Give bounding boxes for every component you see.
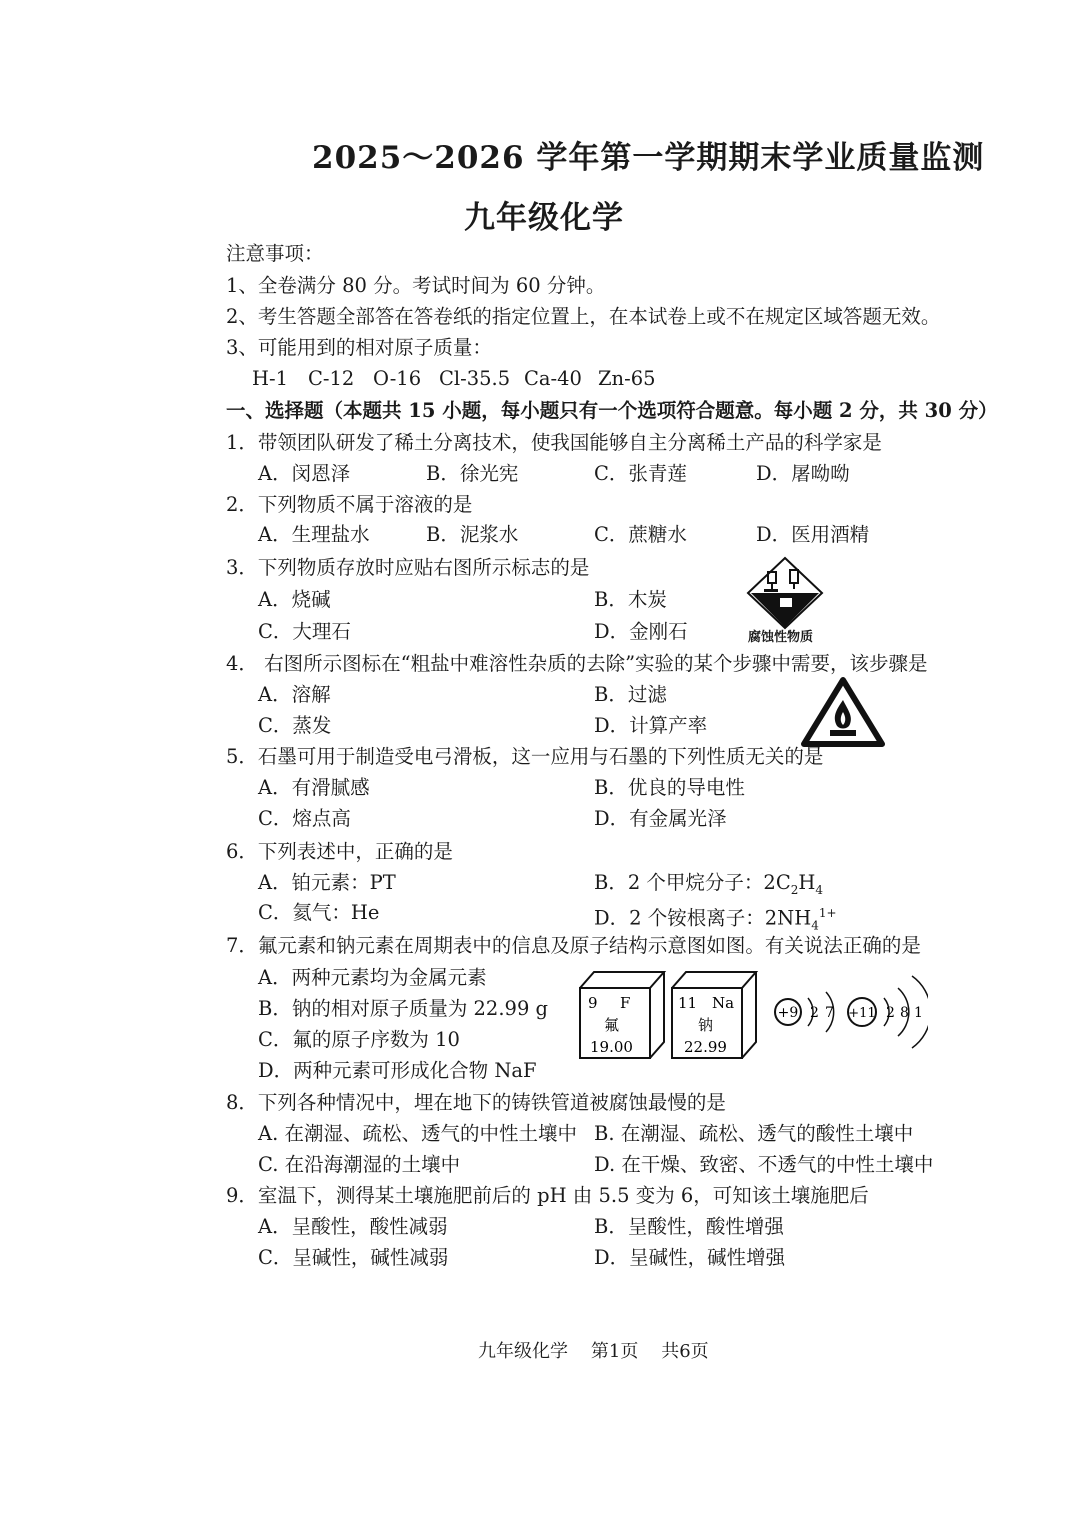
option: B. 在潮湿、疏松、透气的酸性土壤中 — [594, 1122, 914, 1145]
option: A．生理盐水 — [258, 523, 370, 546]
atomic-mass: H-1 — [252, 367, 289, 390]
atomic-mass: Ca-40 — [524, 367, 582, 390]
option: D．呈碱性，碱性增强 — [594, 1246, 786, 1269]
notice-item-1: 1、全卷满分 80 分。考试时间为 60 分钟。 — [226, 274, 606, 297]
option: C．大理石 — [258, 620, 351, 643]
element-number: 11 — [678, 994, 698, 1012]
option: B．木炭 — [594, 588, 667, 611]
exam-subtitle: 九年级化学 — [464, 200, 624, 236]
question-stem: 2．下列物质不属于溶液的是 — [226, 493, 473, 516]
option: B．过滤 — [594, 683, 667, 706]
notice-item-2: 2、考生答题全部答在答卷纸的指定位置上，在本试卷上或不在规定区域答题无效。 — [226, 305, 941, 328]
shell-electrons: 7 — [825, 1005, 834, 1021]
option: A. 在潮湿、疏松、透气的中性土壤中 — [258, 1122, 577, 1145]
atom-structure-diagrams — [768, 962, 928, 1062]
question-stem: 1．带领团队研发了稀土分离技术，使我国能够自主分离稀土产品的科学家是 — [226, 431, 882, 454]
atomic-mass: C-12 — [308, 367, 355, 390]
option: A．烧碱 — [258, 588, 331, 611]
superscript: 1+ — [818, 906, 837, 920]
corrosive-hazard-icon — [742, 556, 828, 630]
option: B．呈酸性，酸性增强 — [594, 1215, 784, 1238]
shell-electrons: 2 — [886, 1005, 895, 1021]
option: A．呈酸性，酸性减弱 — [258, 1215, 448, 1238]
section-heading: 一、选择题（本题共 15 小题，每小题只有一个选项符合题意。每小题 2 分，共 30 分） — [226, 399, 998, 422]
question-stem: 7．氟元素和钠元素在周期表中的信息及原子结构示意图如图。有关说法正确的是 — [226, 934, 921, 957]
option: D．屠呦呦 — [756, 462, 850, 485]
option: C. 在沿海潮湿的土壤中 — [258, 1153, 461, 1176]
shell-electrons: 1 — [914, 1005, 923, 1021]
shell-electrons: 2 — [810, 1005, 819, 1021]
question-stem: 6．下列表述中，正确的是 — [226, 840, 453, 863]
subscript: 4 — [815, 882, 824, 897]
element-name: 钠 — [698, 1016, 714, 1034]
atomic-mass: Zn-65 — [598, 367, 656, 390]
option: A．铂元素：PT — [258, 871, 396, 894]
option: A．两种元素均为金属元素 — [258, 966, 487, 989]
option: A．有滑腻感 — [258, 776, 370, 799]
element-mass: 22.99 — [684, 1038, 727, 1056]
notice-item-3: 3、可能用到的相对原子质量： — [226, 336, 492, 359]
question-stem: 5．石墨可用于制造受电弓滑板，这一应用与石墨的下列性质无关的是 — [226, 745, 824, 768]
option: C．张青莲 — [594, 462, 687, 485]
option: C．蔗糖水 — [594, 523, 687, 546]
option-with-formula — [594, 901, 837, 937]
question-stem: 4． 右图所示图标在“粗盐中难溶性杂质的去除”实验的某个步骤中需要，该步骤是 — [226, 652, 928, 675]
element-number: 9 — [588, 994, 598, 1012]
nucleus-charge: +9 — [777, 1005, 799, 1021]
option: C．氟的原子序数为 10 — [258, 1028, 460, 1051]
subscript: 2 — [790, 882, 799, 897]
option: D．计算产率 — [594, 714, 708, 737]
atomic-mass: O-16 — [373, 367, 422, 390]
option: C．熔点高 — [258, 807, 351, 830]
nucleus-charge: +11 — [848, 1006, 876, 1021]
option: C．氦气：He — [258, 901, 380, 924]
element-symbol: F — [620, 994, 631, 1012]
option: B．泥浆水 — [426, 523, 519, 546]
option-text: B．2 个甲烷分子：2C — [594, 871, 791, 894]
question-stem: 3．下列物质存放时应贴右图所示标志的是 — [226, 556, 590, 579]
option: B．钠的相对原子质量为 22.99 g — [258, 997, 549, 1020]
notice-heading: 注意事项： — [226, 242, 324, 265]
option-with-formula — [594, 871, 823, 902]
option: B．优良的导电性 — [594, 776, 745, 799]
option: D．金刚石 — [594, 620, 688, 643]
element-card-sodium — [668, 966, 760, 1062]
shell-electrons: 8 — [900, 1005, 909, 1021]
exam-title: 2025～2026 学年第一学期期末学业质量监测 — [312, 140, 985, 176]
option: B．徐光宪 — [426, 462, 519, 485]
element-name: 氟 — [604, 1016, 620, 1034]
question-stem: 8．下列各种情况中，埋在地下的铸铁管道被腐蚀最慢的是 — [226, 1091, 726, 1114]
option: A．闵恩泽 — [258, 462, 351, 485]
element-mass: 19.00 — [590, 1038, 633, 1056]
option: D. 在干燥、致密、不透气的中性土壤中 — [594, 1153, 934, 1176]
option-text: D．2 个铵根离子：2NH — [594, 906, 812, 930]
option: C．蒸发 — [258, 714, 332, 737]
option: D．两种元素可形成化合物 NaF — [258, 1059, 537, 1082]
question-stem: 9．室温下，测得某土壤施肥前后的 pH 由 5.5 变为 6，可知该土壤施肥后 — [226, 1184, 869, 1207]
formula-part: H — [798, 871, 816, 894]
atomic-mass: Cl-35.5 — [439, 367, 511, 390]
corrosive-label: 腐蚀性物质 — [748, 630, 814, 645]
element-card-fluorine — [576, 966, 668, 1062]
option: A．溶解 — [258, 683, 331, 706]
option: C．呈碱性，碱性减弱 — [258, 1246, 449, 1269]
option: D．医用酒精 — [756, 523, 870, 546]
subscript: 4 — [811, 918, 819, 933]
option: D．有金属光泽 — [594, 807, 727, 830]
page-footer: 九年级化学 第1页 共6页 — [478, 1341, 709, 1362]
element-symbol: Na — [712, 994, 735, 1012]
heating-hazard-icon — [800, 676, 886, 748]
